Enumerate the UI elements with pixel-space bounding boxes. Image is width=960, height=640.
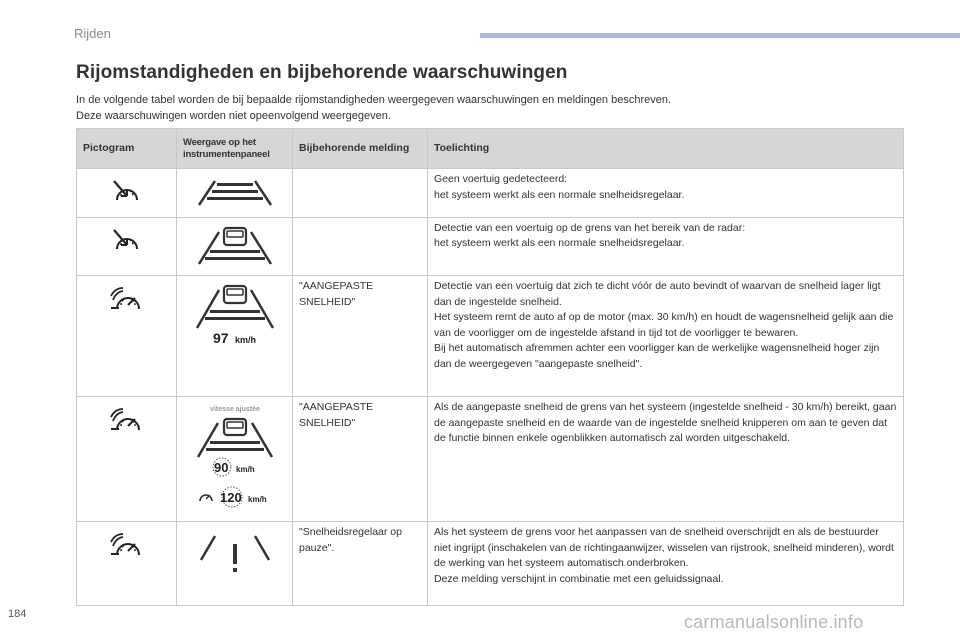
section-bar bbox=[480, 33, 960, 38]
table-row bbox=[77, 397, 904, 522]
section-label: Rijden bbox=[74, 26, 111, 41]
toelichting-line: het systeem werkt als een normale snelheidsregelaar. bbox=[434, 188, 685, 201]
toelichting-line: Bij het automatisch afremmen achter een voorligger kan de werkelijke wagensnelheid hoger zijn dan de weergegeven "aangepaste snelheid". bbox=[434, 342, 880, 370]
toelichting-cell bbox=[428, 397, 904, 522]
adaptive-cruise-icon bbox=[77, 397, 177, 522]
table-row bbox=[77, 169, 904, 218]
toelichting-line: Als het systeem de grens voor het aanpassen van de snelheid overschrijdt en als de bestuurder niet ingrijpt (inschakelen van de richtingaanwijzer, wisselen van rijstrook, snelheid minderen), wordt de werking van het systeem automatisch onderbroken. bbox=[434, 526, 894, 569]
lane-lines-display bbox=[177, 169, 293, 218]
melding-cell bbox=[293, 217, 428, 276]
display-unit: km/h bbox=[234, 335, 256, 345]
lane-warning-display bbox=[177, 522, 293, 606]
table-header-row bbox=[77, 129, 904, 169]
toelichting-line: Het systeem remt de auto af op de motor (max. 30 km/h) en houdt de wagensnelheid gelijk aan die van de voorligger om de ingestelde afstand in tijd tot de voorligger te bewaren. bbox=[434, 311, 894, 339]
display-caption: vitesse ajustée bbox=[209, 406, 260, 413]
melding-cell: "Snelheidsregelaar op pauze". bbox=[293, 522, 428, 606]
display-speed: 90 bbox=[213, 460, 228, 475]
display-unit: km/h bbox=[235, 465, 255, 474]
toelichting-line: Detectie van een voertuig op de grens van het bereik van de radar: bbox=[434, 221, 746, 234]
table-row bbox=[77, 217, 904, 276]
intro-line-1: In de volgende tabel worden de bij bepaalde rijomstandigheden weergegeven waarschuwingen en meldingen beschreven. bbox=[76, 94, 672, 106]
toelichting-cell bbox=[428, 522, 904, 606]
warning-exclamation-icon bbox=[233, 544, 237, 564]
adaptive-cruise-icon bbox=[77, 276, 177, 397]
melding-cell bbox=[293, 169, 428, 218]
adaptive-cruise-icon bbox=[77, 522, 177, 606]
intro-text bbox=[76, 92, 876, 124]
watermark: carmanualsonline.info bbox=[684, 612, 864, 632]
speedometer-arrow-icon bbox=[77, 169, 177, 218]
page-title: Rijomstandigheden en bijbehorende waarschuwingen bbox=[76, 62, 568, 83]
toelichting-line: Als de aangepaste snelheid de grens van het systeem (ingestelde snelheid - 30 km/h) bereikt, gaan de aangepaste snelheid en de waarde van de ingestelde snelheid knipperen om aan te geven dat de functie binnen enkele ogenblikken automatisch zal worden uitgeschakeld. bbox=[434, 401, 897, 444]
warnings-table bbox=[76, 128, 904, 606]
display-speed: 97 bbox=[212, 330, 229, 346]
lane-car-display bbox=[177, 217, 293, 276]
toelichting-cell bbox=[428, 217, 904, 276]
toelichting-cell bbox=[428, 169, 904, 218]
toelichting-line: Detectie van een voertuig dat zich te dicht vóór de auto bevindt of waarvan de snelheid lager ligt dan de ingestelde snelheid. bbox=[434, 280, 881, 308]
lane-car-blink-display bbox=[177, 397, 293, 522]
header-toelichting: Toelichting bbox=[428, 129, 904, 169]
speedometer-arrow-icon bbox=[77, 217, 177, 276]
lane-car-speed-display bbox=[177, 276, 293, 397]
toelichting-line: het systeem werkt als een normale snelheidsregelaar. bbox=[434, 237, 685, 249]
toelichting-cell bbox=[428, 276, 904, 397]
melding-cell: "AANGEPASTE SNELHEID" bbox=[293, 276, 428, 397]
header-melding: Bijbehorende melding bbox=[293, 129, 428, 169]
melding-cell: "AANGEPASTE SNELHEID" bbox=[293, 397, 428, 522]
display-speed-2: 120 bbox=[219, 490, 242, 505]
header-display: Weergave op het instrumentenpaneel bbox=[177, 129, 293, 169]
header-pictogram: Pictogram bbox=[77, 129, 177, 169]
intro-line-2: Deze waarschuwingen worden niet opeenvolgend weergegeven. bbox=[76, 110, 391, 122]
table-row bbox=[77, 276, 904, 397]
page-number: 184 bbox=[8, 608, 27, 620]
display-unit-2: km/h bbox=[247, 495, 267, 504]
toelichting-line: Geen voertuig gedetecteerd: bbox=[434, 173, 568, 185]
toelichting-line: Deze melding verschijnt in combinatie met een geluidssignaal. bbox=[434, 572, 724, 585]
table-row bbox=[77, 522, 904, 606]
